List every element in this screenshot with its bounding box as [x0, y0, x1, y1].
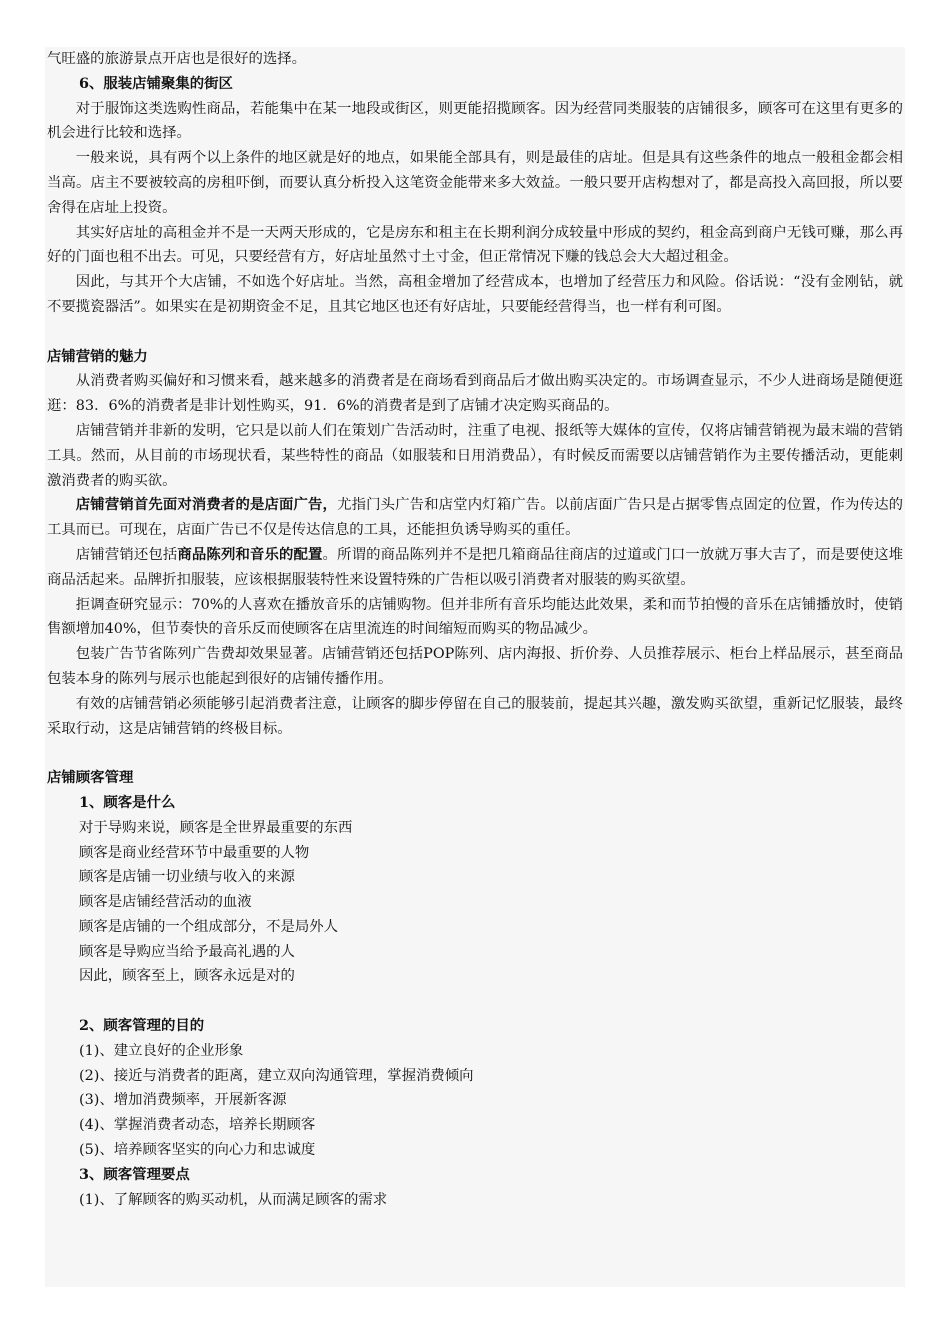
section-heading — [47, 1163, 903, 1188]
paragraph — [47, 865, 903, 890]
paragraph-text: 店铺营销并非新的发明，它只是以前人们在策划广告活动时，注重了电视、报纸等大媒体的宣传，仅将店铺营销视为最末端的营销工具。然而，从目前的市场现状看，某些特性的商品（如服装和日用消费品），有时候反而需要以店铺营销作为主要传播活动，更能刺激消费者的购买欲。 — [47, 422, 903, 489]
paragraph — [47, 493, 903, 543]
paragraph-text: 6、服装店铺聚集的街区 — [79, 74, 233, 92]
paragraph — [47, 1138, 903, 1163]
paragraph-text: (3)、增加消费频率，开展新客源 — [79, 1092, 287, 1109]
paragraph-text: 顾客是店铺一切业绩与收入的来源 — [79, 869, 295, 886]
paragraph — [47, 692, 903, 742]
paragraph-text: 拒调查研究显示：70%的人喜欢在播放音乐的店铺购物。但并非所有音乐均能达此效果，柔和而节拍慢的音乐在店铺播放时，使销售额增加40%，但节奏快的音乐反而使顾客在店里流连的时间缩短而购买的物品减少。 — [47, 596, 903, 638]
document-body — [45, 47, 905, 1212]
paragraph — [47, 47, 903, 72]
paragraph — [47, 1064, 903, 1089]
bold-phrase: 店铺营销首先面对消费者的是店面广告， — [75, 496, 338, 514]
paragraph-text: 店铺顾客管理 — [47, 769, 134, 787]
paragraph — [47, 419, 903, 493]
paragraph — [47, 915, 903, 940]
paragraph-text: 对于服饰这类选购性商品，若能集中在某一地段或街区，则更能招揽顾客。因为经营同类服装的店铺很多，顾客可在这里有更多的机会进行比较和选择。 — [47, 100, 903, 142]
blank-line — [47, 989, 903, 1014]
paragraph-text: (1)、建立良好的企业形象 — [79, 1042, 244, 1059]
paragraph-text: 从消费者购买偏好和习惯来看，越来越多的消费者是在商场看到商品后才做出购买决定的。市场调查显示，不少人进商场是随便逛逛：83．6%的消费者是非计划性购买，91．6%的消费者是到了店铺才决定购买商品的。 — [47, 373, 903, 415]
blank-line — [47, 741, 903, 766]
paragraph-text: 尤指门头广告和店堂内灯箱广告。以前店面广告只是占据零售点固定的位置，作为传达的工具而已。可现在，店面广告已不仅是传达信息的工具，还能担负诱导购买的重任。 — [47, 497, 903, 539]
paragraph-text: 。所谓的商品陈列并不是把几箱商品往商店的过道或门口一放就万事大吉了，而是要使这堆商品活起来。品牌折扣服装，应该根据服装特性来设置特殊的广告柜以吸引消费者对服装的购买欲望。 — [47, 546, 903, 588]
paragraph-text: 其实好店址的高租金并不是一天两天形成的，它是房东和租主在长期利润分成较量中形成的契约，租金高到商户无钱可赚，那么再好的门面也租不出去。可见，只要经营有方，好店址虽然寸土寸金，但正常情况下赚的钱总会大大超过租金。 — [47, 224, 903, 266]
section-heading — [47, 1014, 903, 1039]
paragraph-text: 包装广告节省陈列广告费却效果显著。店铺营销还包括POP陈列、店内海报、折价券、人员推荐展示、柜台上样品展示，甚至商品包装本身的陈列与展示也能起到很好的店铺传播作用。 — [47, 646, 903, 687]
paragraph — [47, 270, 903, 320]
blank-line — [47, 320, 903, 345]
paragraph-text: 一般来说，具有两个以上条件的地区就是好的地点，如果能全部具有，则是最佳的店址。但是具有这些条件的地点一般租金都会相当高。店主不要被较高的房租吓倒，而要认真分析投入这笔资金能带来多大效益。一般只要开店构想对了，都是高投入高回报，所以要舍得在店址上投资。 — [47, 150, 903, 216]
paragraph — [47, 816, 903, 841]
paragraph — [47, 146, 903, 220]
paragraph-text-lead: 店铺营销还包括 — [75, 546, 178, 563]
paragraph-text: 气旺盛的旅游景点开店也是很好的选择。 — [47, 51, 307, 67]
paragraph-text: 顾客是商业经营环节中最重要的人物 — [79, 844, 310, 861]
paragraph-text: (5)、培养顾客坚实的向心力和忠诚度 — [79, 1142, 316, 1159]
paragraph — [47, 1188, 903, 1213]
paragraph — [47, 841, 903, 866]
paragraph-text: 顾客是导购应当给予最高礼遇的人 — [79, 943, 295, 960]
paragraph — [47, 97, 903, 147]
paragraph — [47, 940, 903, 965]
paragraph — [47, 890, 903, 915]
section-heading — [47, 345, 903, 370]
section-heading — [47, 791, 903, 816]
paragraph-text: 顾客是店铺的一个组成部分，不是局外人 — [79, 918, 339, 935]
paragraph — [47, 221, 903, 271]
paragraph — [47, 1113, 903, 1138]
paragraph — [47, 1039, 903, 1064]
paragraph-text: 3、顾客管理要点 — [79, 1165, 190, 1183]
paragraph — [47, 642, 903, 692]
paragraph — [47, 543, 903, 593]
section-heading — [47, 72, 903, 97]
paragraph-text: 顾客是店铺经营活动的血液 — [79, 894, 252, 911]
paragraph-text: 因此，顾客至上，顾客永远是对的 — [79, 968, 295, 985]
document-page — [45, 47, 905, 1287]
paragraph-text: (2)、接近与消费者的距离，建立双向沟通管理，掌握消费倾向 — [79, 1067, 474, 1084]
paragraph — [47, 593, 903, 643]
paragraph-text: 1、顾客是什么 — [79, 793, 176, 811]
paragraph — [47, 369, 903, 419]
paragraph-text: 店铺营销的魅力 — [47, 347, 148, 365]
paragraph-text: (4)、掌握消费者动态，培养长期顾客 — [79, 1117, 316, 1134]
paragraph-text: 对于导购来说，顾客是全世界最重要的东西 — [79, 819, 353, 836]
paragraph — [47, 964, 903, 989]
bold-phrase: 商品陈列和音乐的配置 — [177, 545, 323, 563]
paragraph-text: 有效的店铺营销必须能够引起消费者注意，让顾客的脚步停留在自己的服装前，提起其兴趣，激发购买欲望，重新记忆服装，最终采取行动，这是店铺营销的终极目标。 — [47, 695, 903, 737]
paragraph — [47, 1088, 903, 1113]
paragraph-text: (1)、了解顾客的购买动机，从而满足顾客的需求 — [79, 1191, 388, 1208]
paragraph-text: 2、顾客管理的目的 — [79, 1017, 205, 1035]
paragraph-text: 因此，与其开个大店铺，不如选个好店址。当然，高租金增加了经营成本，也增加了经营压力和风险。俗话说：“没有金刚钻，就不要揽瓷器活”。如果实在是初期资金不足，且其它地区也还有好店址，只要能经营得当，也一样有利可图。 — [47, 274, 903, 315]
section-heading — [47, 766, 903, 791]
